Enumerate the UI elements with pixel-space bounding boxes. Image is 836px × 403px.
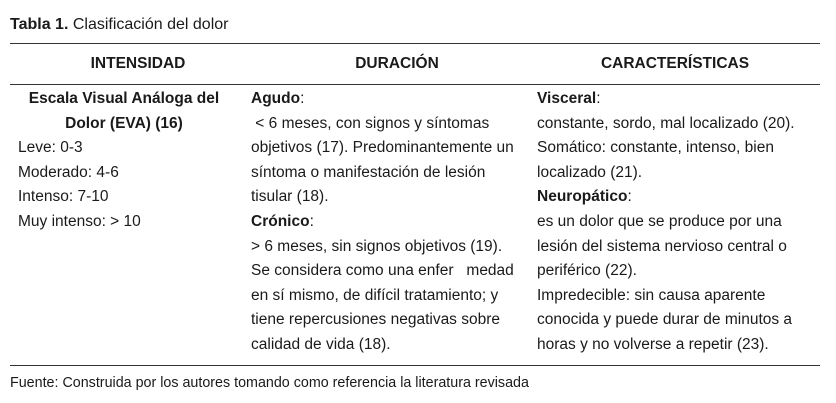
cronico-line: calidad de vida (18). (251, 335, 391, 353)
agudo-line: < 6 meses, con signos y síntomas (251, 114, 490, 132)
visceral-title: Visceral (537, 90, 597, 107)
table-caption-label: Tabla 1. (10, 16, 69, 33)
agudo-line: síntoma o manifestación de lesión (251, 163, 486, 181)
neuropatico-line: periférico (22). (537, 262, 637, 280)
neuropatico-heading: Neuropático: (537, 188, 632, 206)
table-caption-title: Clasificación del dolor (72, 16, 229, 33)
header-intensidad: INTENSIDAD (90, 55, 186, 72)
table-caption (10, 15, 228, 35)
visceral-line: localizado (21). (537, 163, 643, 181)
intensity-item-muy-intenso: Muy intenso: > 10 (18, 212, 141, 230)
top-rule (10, 43, 820, 44)
neuropatico-line: conocida y puede durar de minutos a (537, 311, 793, 329)
intensity-item-moderado: Moderado: 4-6 (18, 163, 119, 181)
column-caracteristicas (537, 87, 817, 358)
header-duracion: DURACIÓN (355, 55, 439, 72)
cronico-line: > 6 meses, sin signos objetivos (19). (251, 237, 503, 255)
column-duracion (251, 87, 533, 358)
header-caracteristicas: CARACTERÍSTICAS (600, 55, 750, 72)
neuropatico-line: horas y no volverse a repetir (23). (537, 335, 769, 353)
bottom-rule (10, 365, 820, 366)
neuropatico-line: es un dolor que se produce por una (537, 212, 782, 230)
visceral-line: Somático: constante, intenso, bien (537, 139, 774, 157)
neuropatico-line: Impredecible: sin causa aparente (537, 286, 766, 304)
cronico-title: Crónico (251, 212, 310, 230)
eva-scale-title-line1: Escala Visual Análoga del (28, 90, 220, 107)
agudo-line: objetivos (17). Predominantemente un (251, 139, 514, 157)
intensity-item-leve: Leve: 0-3 (18, 139, 83, 157)
visceral-heading: Visceral: (537, 90, 601, 107)
agudo-title: Agudo (251, 90, 301, 107)
column-intensidad (18, 87, 230, 235)
cronico-line: en sí mismo, de difícil tratamiento; y (251, 286, 499, 304)
neuropatico-title: Neuropático (537, 188, 628, 206)
table-source-note: Fuente: Construida por los autores tomando como referencia la literatura revisada (10, 375, 529, 391)
eva-scale-title-line2: Dolor (EVA) (16) (65, 114, 183, 132)
neuropatico-line: lesión del sistema nervioso central o (537, 237, 787, 255)
agudo-line: tisular (18). (251, 188, 329, 206)
header-rule (10, 84, 820, 85)
cronico-line: Se considera como una enfer medad (251, 262, 514, 280)
intensity-item-intenso: Intenso: 7-10 (18, 188, 109, 206)
cronico-line: tiene repercusiones negativas sobre (251, 311, 501, 329)
agudo-heading: Agudo: (251, 90, 305, 107)
cronico-heading: Crónico: (251, 212, 314, 230)
visceral-line: constante, sordo, mal localizado (20). (537, 114, 795, 132)
